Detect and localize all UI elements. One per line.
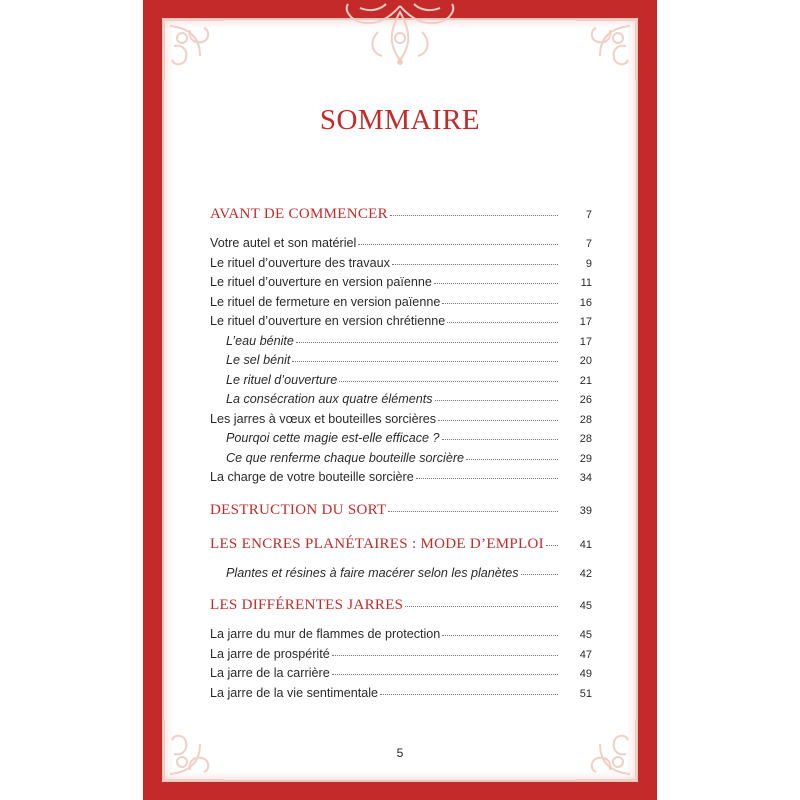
dot-leader: [442, 635, 558, 636]
dot-leader: [380, 694, 558, 695]
toc-entry[interactable]: [210, 275, 592, 295]
toc-label: LES DIFFÉRENTES JARRES: [210, 597, 404, 613]
dot-leader: [292, 361, 558, 362]
toc-page-number: 26: [579, 394, 592, 406]
toc-page-number: 17: [579, 335, 592, 348]
toc-page-number: 29: [579, 452, 592, 465]
toc-entry[interactable]: [210, 412, 592, 432]
dot-leader: [521, 574, 558, 575]
corner-ornament-top-right-icon: [570, 16, 640, 86]
dot-leader: [442, 303, 558, 304]
toc-label: Le rituel d’ouverture des travaux: [210, 255, 390, 270]
toc-page-number: 45: [579, 600, 592, 612]
toc-entry[interactable]: [210, 666, 592, 686]
toc-entry[interactable]: [210, 627, 592, 647]
toc-entry[interactable]: [210, 295, 592, 315]
toc-page-number: 45: [579, 629, 592, 641]
toc-label: DESTRUCTION DU SORT: [210, 501, 387, 518]
toc-label: Le rituel d’ouverture en version païenne: [210, 275, 432, 289]
toc-label: Le rituel d’ouverture en version chrétienne: [210, 314, 446, 328]
toc-label: La jarre de la carrière: [210, 666, 330, 680]
toc-page-number: 17: [579, 316, 592, 328]
toc-page-number: 7: [585, 238, 592, 250]
toc-heading-differentes-jarres[interactable]: [210, 597, 592, 621]
dot-leader: [358, 244, 558, 245]
page-title: SOMMAIRE: [319, 104, 481, 136]
toc-page-number: 51: [579, 687, 592, 700]
toc-heading-encres-planetaires[interactable]: [210, 536, 592, 560]
toc-entry[interactable]: [210, 256, 592, 276]
toc-page-number: 47: [579, 648, 592, 661]
dot-leader: [434, 283, 558, 284]
toc-subentry[interactable]: [210, 566, 592, 586]
toc-label: La jarre de prospérité: [210, 646, 330, 661]
toc-subentry[interactable]: [210, 373, 592, 393]
toc-label: La charge de votre bouteille sorcière: [210, 470, 414, 484]
dot-leader: [546, 545, 558, 546]
dot-leader: [405, 606, 558, 607]
toc-page-number: 39: [579, 504, 592, 517]
toc-entry[interactable]: [210, 314, 592, 334]
toc-label: Ce que renferme chaque bouteille sorcière: [226, 450, 465, 465]
toc-entry[interactable]: [210, 470, 592, 490]
toc-label: La jarre du mur de flammes de protection: [210, 627, 441, 641]
toc-entry[interactable]: [210, 236, 592, 256]
dot-leader: [388, 511, 558, 512]
toc-label: Le rituel de fermeture en version païenne: [210, 294, 441, 309]
toc-page-number: 41: [579, 538, 592, 551]
toc-entry[interactable]: [210, 647, 592, 667]
toc-label: Le rituel d’ouverture: [226, 372, 338, 387]
dot-leader: [296, 342, 558, 343]
page-number: 5: [396, 746, 404, 760]
toc-page-number: 16: [579, 296, 592, 309]
toc-heading-avant-de-commencer[interactable]: [210, 206, 592, 230]
toc-page-number: 7: [585, 209, 592, 221]
dot-leader: [438, 420, 558, 421]
dot-leader: [442, 439, 558, 440]
toc-label: Plantes et résines à faire macérer selon les planètes: [226, 565, 519, 580]
dot-leader: [435, 400, 558, 401]
toc-label: La consécration aux quatre éléments: [226, 392, 433, 406]
toc-page-number: 11: [580, 277, 592, 289]
toc-page-number: 49: [579, 668, 592, 680]
toc-page-number: 9: [585, 257, 592, 270]
dot-leader: [332, 674, 558, 675]
dot-leader: [339, 381, 558, 382]
toc-label: Pourqoi cette magie est-elle efficace ?: [226, 431, 440, 445]
toc-subentry[interactable]: [210, 431, 592, 451]
toc-label: LES ENCRES PLANÉTAIRES : MODE D’EMPLOI: [210, 535, 544, 552]
dot-leader: [416, 478, 558, 479]
dot-leader: [390, 215, 558, 216]
table-of-contents: [210, 206, 592, 705]
toc-page-number: 34: [579, 472, 592, 484]
toc-label: La jarre de la vie sentimentale: [210, 685, 379, 700]
toc-heading-destruction-du-sort[interactable]: [210, 502, 592, 526]
toc-subentry[interactable]: [210, 392, 592, 412]
toc-label: Votre autel et son matériel: [210, 236, 357, 250]
dot-leader: [392, 264, 558, 265]
dot-leader: [447, 322, 558, 323]
toc-label: Les jarres à vœux et bouteilles sorcières: [210, 411, 437, 426]
toc-label: Le sel bénit: [226, 353, 291, 367]
corner-ornament-top-left-icon: [160, 16, 230, 86]
toc-page-number: 42: [579, 567, 592, 580]
toc-subentry[interactable]: [210, 451, 592, 471]
toc-page-number: 28: [579, 433, 592, 445]
toc-label: L’eau bénite: [226, 333, 294, 348]
toc-label: AVANT DE COMMENCER: [210, 206, 388, 222]
toc-page-number: 28: [579, 413, 592, 426]
top-center-ornament-icon: [330, 0, 470, 70]
toc-subentry[interactable]: [210, 334, 592, 354]
toc-subentry[interactable]: [210, 353, 592, 373]
dot-leader: [466, 459, 558, 460]
toc-entry[interactable]: [210, 686, 592, 706]
toc-page-number: 21: [579, 374, 592, 387]
dot-leader: [332, 655, 558, 656]
toc-page-number: 20: [579, 355, 592, 367]
